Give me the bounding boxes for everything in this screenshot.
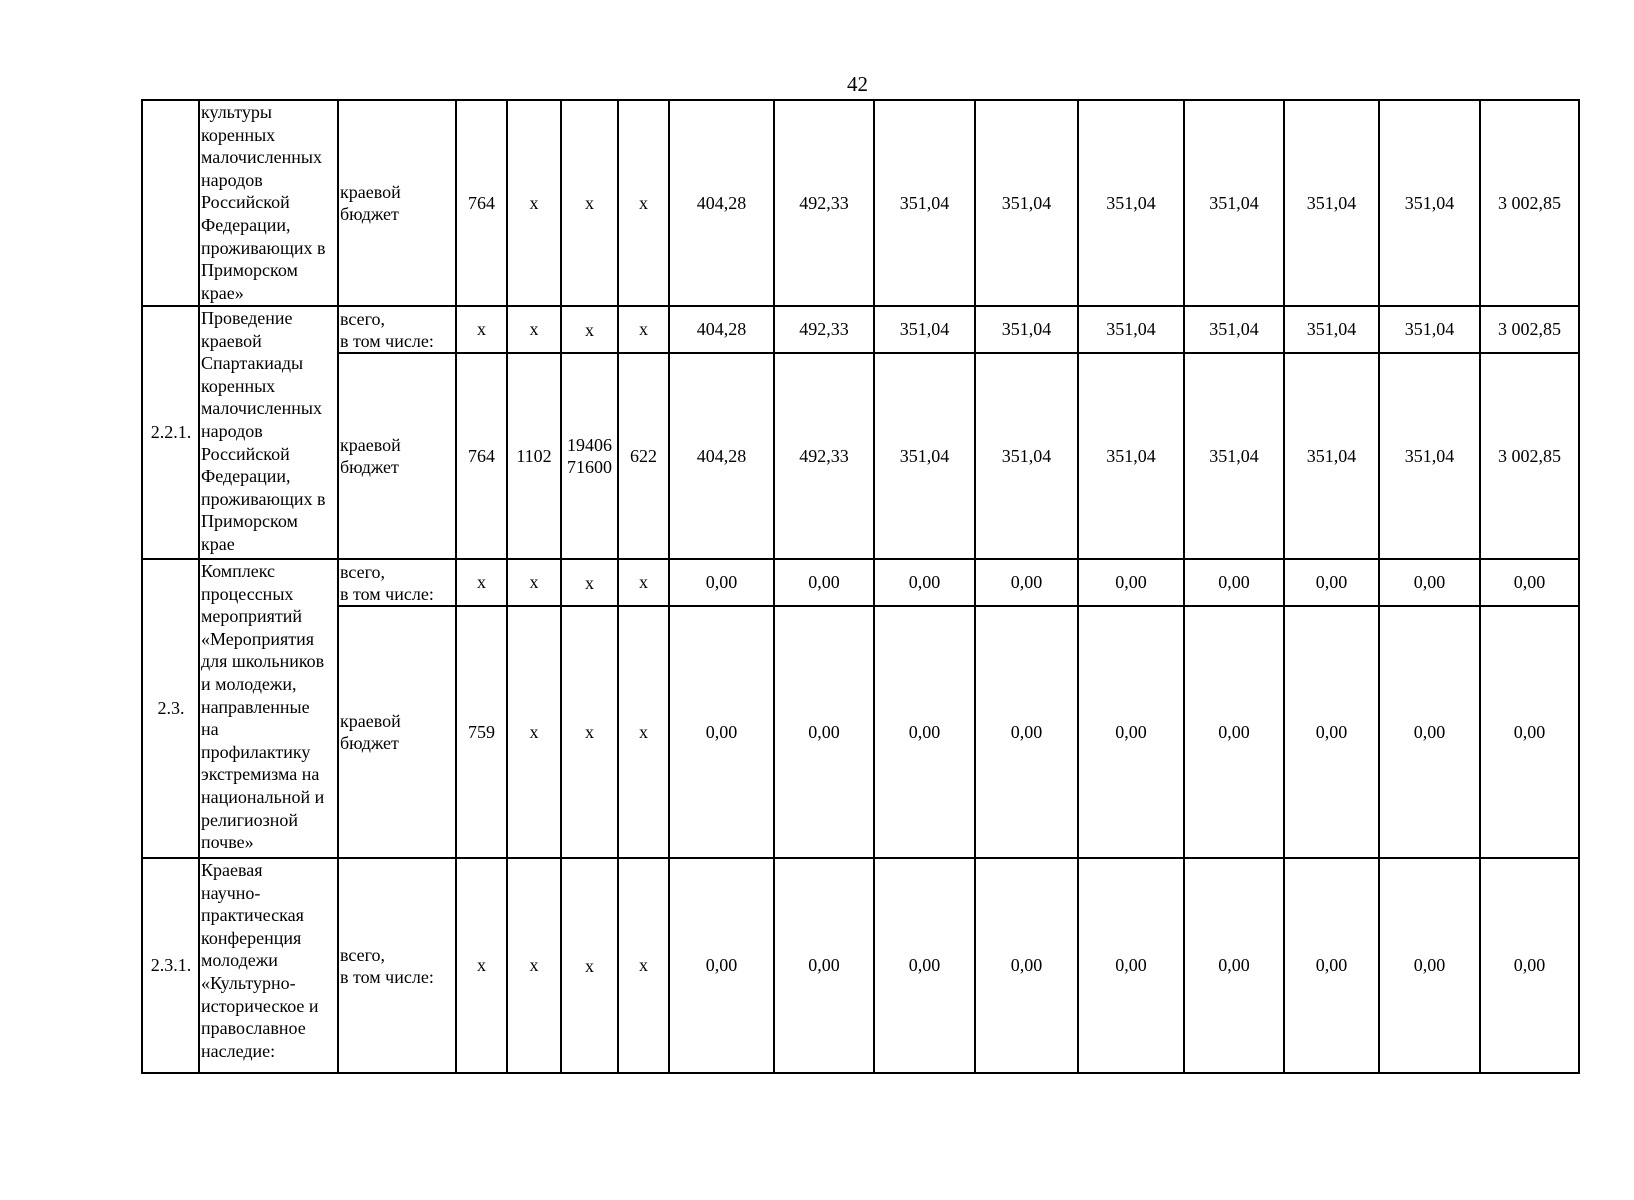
year-value: 0,00 [1078, 606, 1184, 858]
funding-source: краевой бюджет [338, 353, 456, 559]
section-code: x [507, 306, 561, 353]
total-value: 3 002,85 [1480, 353, 1579, 559]
year-value: 0,00 [1078, 559, 1184, 606]
year-value: 0,00 [975, 858, 1078, 1073]
grbs-code: x [456, 559, 507, 606]
section-code: x [507, 100, 561, 306]
table-row [142, 353, 1579, 559]
year-value: 0,00 [1078, 858, 1184, 1073]
table-row [142, 100, 1579, 306]
year-value: 0,00 [669, 858, 774, 1073]
target-article-code: x [561, 100, 618, 306]
year-value: 0,00 [1379, 559, 1480, 606]
year-value: 351,04 [975, 306, 1078, 353]
year-value: 492,33 [774, 306, 874, 353]
grbs-code: 764 [456, 353, 507, 559]
table-row [142, 606, 1579, 858]
activity-name: Краевая научно- практическая конференция молодежи «Культурно- историческое и православное наследие: [199, 858, 338, 1073]
year-value: 351,04 [1284, 100, 1379, 306]
year-value: 404,28 [669, 100, 774, 306]
year-value: 351,04 [874, 353, 975, 559]
year-value: 351,04 [874, 306, 975, 353]
year-value: 351,04 [1379, 100, 1480, 306]
year-value: 0,00 [874, 559, 975, 606]
year-value: 0,00 [774, 559, 874, 606]
year-value: 0,00 [1184, 606, 1284, 858]
funding-source: всего, в том числе: [338, 858, 456, 1073]
total-value: 0,00 [1480, 858, 1579, 1073]
year-value: 351,04 [1184, 306, 1284, 353]
target-article-code: x [561, 306, 618, 353]
funding-source: краевой бюджет [338, 606, 456, 858]
year-value: 0,00 [975, 606, 1078, 858]
year-value: 0,00 [669, 559, 774, 606]
year-value: 0,00 [1379, 858, 1480, 1073]
section-code: x [507, 606, 561, 858]
year-value: 404,28 [669, 306, 774, 353]
page-number: 42 [847, 72, 868, 96]
year-value: 351,04 [1284, 353, 1379, 559]
total-value: 0,00 [1480, 559, 1579, 606]
year-value: 0,00 [1379, 606, 1480, 858]
total-value: 3 002,85 [1480, 306, 1579, 353]
year-value: 0,00 [774, 858, 874, 1073]
target-article-code: 19406 71600 [561, 353, 618, 559]
year-value: 351,04 [975, 353, 1078, 559]
year-value: 351,04 [975, 100, 1078, 306]
table-row [142, 559, 1579, 606]
year-value: 351,04 [1078, 306, 1184, 353]
activity-name: Проведение краевой Спартакиады коренных малочисленных народов Российской Федерации, проживающих в Приморском крае [199, 306, 338, 559]
expense-type-code: x [618, 858, 669, 1073]
year-value: 0,00 [874, 606, 975, 858]
target-article-code: x [561, 559, 618, 606]
section-code: 1102 [507, 353, 561, 559]
expense-type-code: x [618, 306, 669, 353]
total-value: 0,00 [1480, 606, 1579, 858]
year-value: 0,00 [1184, 858, 1284, 1073]
activity-name: Комплекс процессных мероприятий «Мероприятия для школьников и молодежи, направленные на профилактику экстремизма на национальной и религиозной почве» [199, 559, 338, 858]
year-value: 492,33 [774, 353, 874, 559]
year-value: 0,00 [874, 858, 975, 1073]
year-value: 351,04 [1078, 353, 1184, 559]
grbs-code: 764 [456, 100, 507, 306]
funding-source: всего, в том числе: [338, 306, 456, 353]
table-row [142, 306, 1579, 353]
year-value: 351,04 [1078, 100, 1184, 306]
total-value: 3 002,85 [1480, 100, 1579, 306]
year-value: 351,04 [874, 100, 975, 306]
grbs-code: x [456, 858, 507, 1073]
year-value: 0,00 [669, 606, 774, 858]
section-code: x [507, 858, 561, 1073]
year-value: 404,28 [669, 353, 774, 559]
year-value: 0,00 [774, 606, 874, 858]
expense-type-code: x [618, 100, 669, 306]
year-value: 351,04 [1379, 353, 1480, 559]
row-number: 2.3. [142, 559, 199, 858]
year-value: 351,04 [1184, 353, 1284, 559]
grbs-code: x [456, 306, 507, 353]
target-article-code: x [561, 606, 618, 858]
activity-name: культуры коренных малочисленных народов Российской Федерации, проживающих в Приморском крае» [199, 100, 338, 306]
year-value: 0,00 [1284, 858, 1379, 1073]
target-article-code: x [561, 858, 618, 1073]
expense-type-code: x [618, 559, 669, 606]
row-number [142, 100, 199, 306]
expense-type-code: x [618, 606, 669, 858]
year-value: 351,04 [1284, 306, 1379, 353]
row-number: 2.3.1. [142, 858, 199, 1073]
funding-source: всего, в том числе: [338, 559, 456, 606]
year-value: 351,04 [1184, 100, 1284, 306]
section-code: x [507, 559, 561, 606]
year-value: 0,00 [1184, 559, 1284, 606]
year-value: 351,04 [1379, 306, 1480, 353]
year-value: 0,00 [1284, 559, 1379, 606]
year-value: 492,33 [774, 100, 874, 306]
row-number: 2.2.1. [142, 306, 199, 559]
grbs-code: 759 [456, 606, 507, 858]
year-value: 0,00 [975, 559, 1078, 606]
year-value: 0,00 [1284, 606, 1379, 858]
funding-source: краевой бюджет [338, 100, 456, 306]
budget-table [141, 99, 1580, 1074]
expense-type-code: 622 [618, 353, 669, 559]
table-row [142, 858, 1579, 1073]
